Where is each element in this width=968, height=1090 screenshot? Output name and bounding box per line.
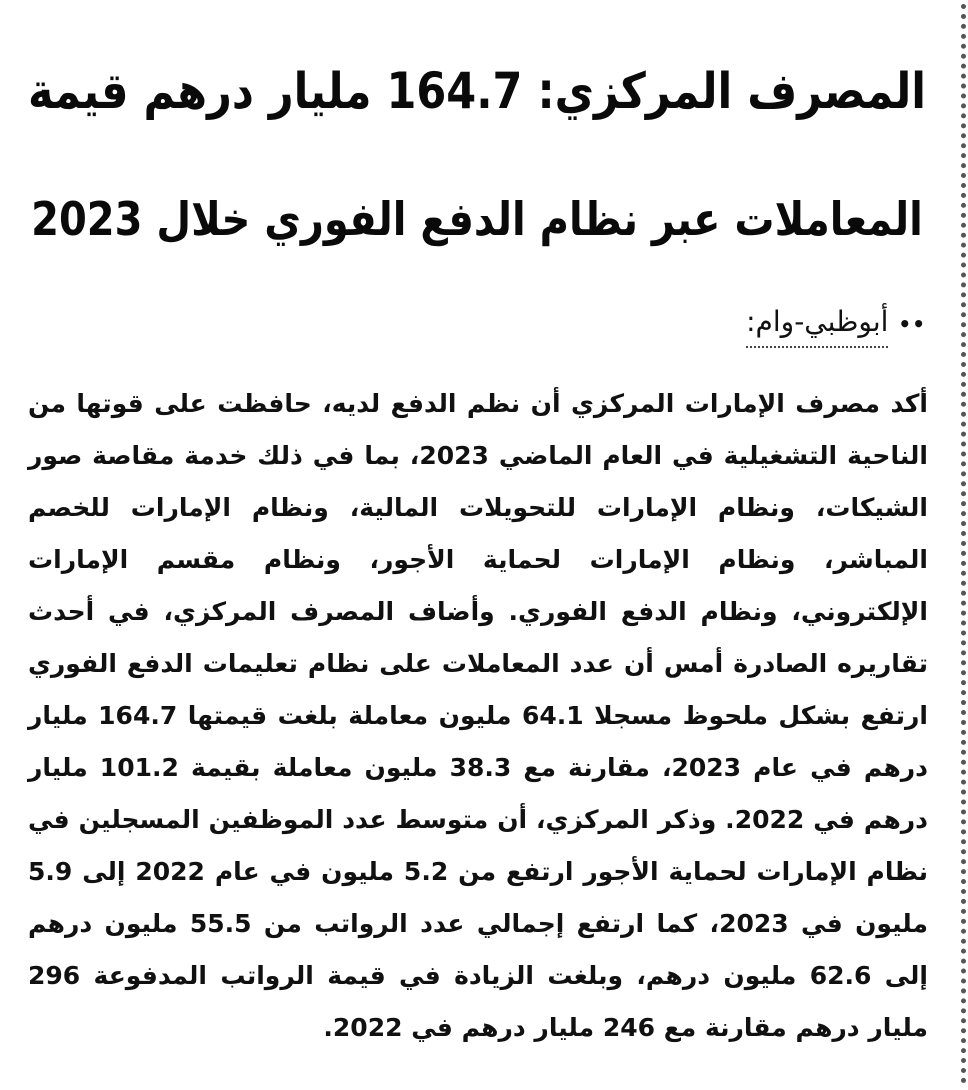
byline-bullets: •• bbox=[898, 312, 926, 336]
headline-line-2: المعاملات عبر نظام الدفع الفوري خلال 2023 bbox=[31, 193, 923, 247]
article-byline bbox=[746, 300, 926, 348]
article-headline bbox=[26, 28, 928, 284]
byline-text: أبوظبي-وام: bbox=[746, 300, 888, 348]
article-body: أكد مصرف الإمارات المركزي أن نظم الدفع لديه، حافظت على قوتها من الناحية التشغيلية في العام الماضي 2023، بما في ذلك خدمة مقاصة صور الشيكات، ونظام الإمارات للتحويلات المالية، ونظام الإمارات للخصم المباشر، ونظام الإمارات لحماية الأجور، ونظام مقسم الإمارات الإلكتروني، ونظام الدفع الفوري. وأضاف المصرف المركزي، في أحدث تقاريره الصادرة أمس أن عدد المعاملات على نظام تعليمات الدفع الفوري ارتفع بشكل ملحوظ مسجلا 64.1 مليون معاملة بلغت قيمتها 164.7 مليار درهم في عام 2023، مقارنة مع 38.3 مليون معاملة بقيمة 101.2 مليار درهم في 2022. وذكر المركزي، أن متوسط عدد الموظفين المسجلين في نظام الإمارات لحماية الأجور ارتفع من 5.2 مليون في عام 2022 إلى 5.9 مليون في 2023، كما ارتفع إجمالي عدد الرواتب من 55.5 مليون درهم إلى 62.6 مليون درهم، وبلغت الزيادة في قيمة الرواتب المدفوعة 296 مليار درهم مقارنة مع 246 مليار درهم في 2022. bbox=[28, 389, 929, 1042]
headline-line-1: المصرف المركزي: 164.7 مليار درهم قيمة bbox=[27, 63, 927, 121]
column-dotted-rule bbox=[961, 4, 966, 1084]
